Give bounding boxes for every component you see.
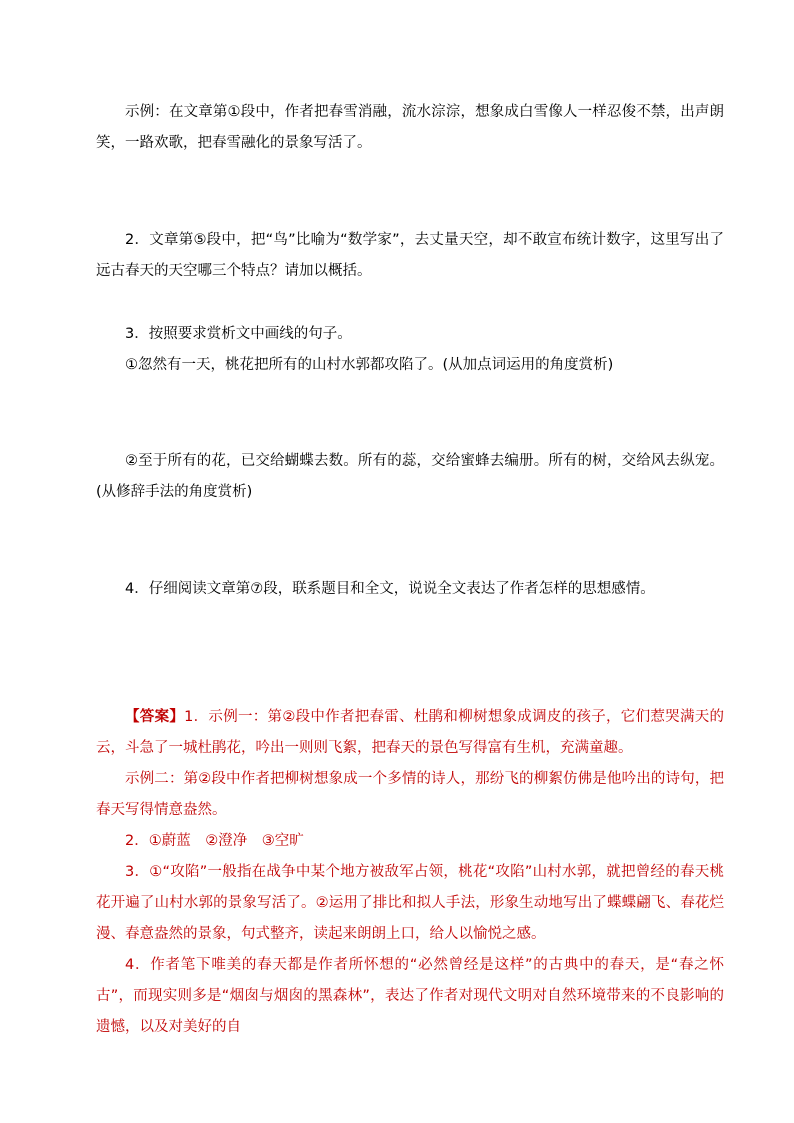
answer-4: 4．作者笔下唯美的春天都是作者所怀想的“必然曾经是这样”的古典中的春天，是“春之怀古”，而现实则多是“烟囱与烟囱的黑森林”，表达了作者对现代文明对自然环境带来的不良影响的遗憾，以及对美好的自: [96, 957, 724, 1035]
question-2: 2．文章第⑤段中，把“鸟”比喻为“数学家”，去丈量天空，却不敢宣布统计数字，这里写出了远古春天的天空哪三个特点？请加以概括。: [96, 232, 724, 279]
question-3-item-1: ①忽然有一天，桃花把所有的山村水郭都攻陷了。(从加点词运用的角度赏析): [125, 357, 614, 373]
question-3-item-2: ②至于所有的花，已交给蝴蝶去数。所有的蕊，交给蜜蜂去编册。所有的树，交给风去纵宠。(从修辞手法的角度赏析): [96, 453, 724, 500]
answer-1-example-1: [96, 702, 724, 764]
question-4: 4．仔细阅读文章第⑦段，联系题目和全文，说说全文表达了作者怎样的思想感情。: [125, 581, 655, 597]
answer-1-example-2: 示例二：第②段中作者把柳树想象成一个多情的诗人，那纷飞的柳絮仿佛是他吟出的诗句，把春天写得情意盎然。: [96, 771, 724, 818]
answer-tag: 【答案】: [125, 709, 185, 725]
example-paragraph: 示例：在文章第①段中，作者把春雪消融，流水淙淙，想象成白雪像人一样忍俊不禁，出声朗笑，一路欢歌，把春雪融化的景象写活了。: [96, 104, 724, 151]
answer-1-example-1-text: 1．示例一：第②段中作者把春雷、杜鹃和柳树想象成调皮的孩子，它们惹哭满天的云，斗急了一城杜鹃花，吟出一则则飞絮，把春天的景色写得富有生机，充满童趣。: [96, 709, 725, 756]
answer-3: 3．①“攻陷”一般指在战争中某个地方被敌军占领，桃花“攻陷”山村水郭，就把曾经的春天桃花开遍了山村水郭的景象写活了。②运用了排比和拟人手法，形象生动地写出了蝶蝶翩飞、春花烂漫、春意盎然的景象，句式整齐，读起来朗朗上口，给人以愉悦之感。: [96, 864, 724, 942]
answer-2: 2．①蔚蓝 ②澄净 ③空旷: [125, 833, 304, 849]
question-3-title: 3．按照要求赏析文中画线的句子。: [125, 326, 352, 342]
